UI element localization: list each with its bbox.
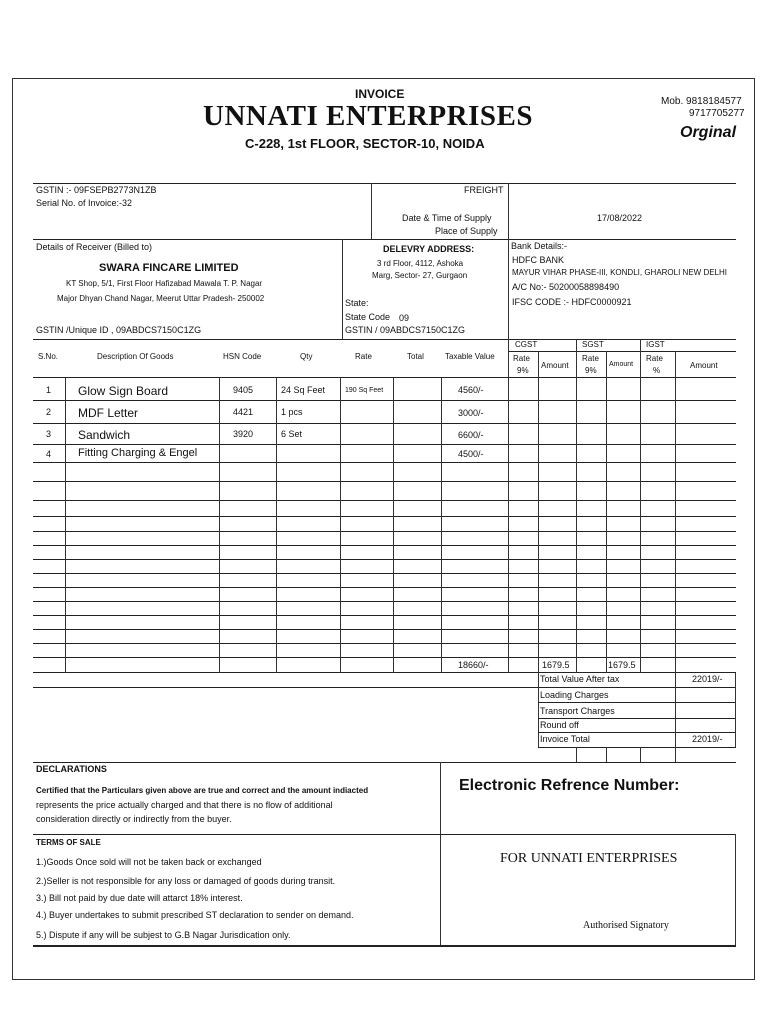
col-cgst-amount: Amount [541,361,569,370]
col-taxable-value: Taxable Value [445,352,495,361]
row-4-taxable: 4500/- [458,449,484,459]
copy-label: Orginal [680,124,737,141]
date-time-label: Date & Time of Supply [402,213,492,223]
col-sgst: SGST [582,340,604,349]
row-1-taxable: 4560/- [458,385,484,395]
receiver-address-2: Major Dhyan Chand Nagar, Meerut Uttar Pradesh- 250002 [57,294,265,303]
delivery-address-1: 3 rd Floor, 4112, Ashoka [377,259,464,268]
declarations-title: DECLARATIONS [36,764,107,774]
declaration-line-3: consideration directly or indirectly from the buyer. [36,814,232,824]
company-address: C-228, 1st FLOOR, SECTOR-10, NOIDA [245,136,485,151]
col-total: Total [407,352,424,361]
col-sgst-rate-value: 9% [585,366,597,375]
row-2-desc: MDF Letter [78,406,139,420]
col-igst-rate: Rate [646,354,663,363]
col-rate: Rate [355,352,372,361]
col-igst-amount: Amount [690,361,718,370]
row-1-sno: 1 [46,385,52,395]
total-taxable-value: 18660/- [458,660,489,670]
term-4: 4.) Buyer undertakes to submit prescribed ST declaration to sender on demand. [36,910,354,920]
row-1-hsn: 9405 [233,385,254,395]
col-sno: S.No. [38,352,59,361]
row-3-desc: Sandwich [78,428,131,442]
term-2: 2.)Seller is not responsible for any loss or damaged of goods during transit. [36,876,336,886]
authorised-signatory: Authorised Signatory [583,920,669,931]
bank-title: Bank Details:- [511,241,568,251]
row-3-hsn: 3920 [233,429,254,439]
transport-charges-label: Transport Charges [540,706,615,716]
row-1-qty: 24 Sq Feet [281,385,326,395]
col-cgst: CGST [515,340,538,349]
row-4-desc: Fitting Charging & Engel [78,447,198,459]
total-after-tax-value: 22019/- [692,674,723,684]
supply-date: 17/08/2022 [597,213,643,223]
col-description: Description Of Goods [97,352,174,361]
col-cgst-rate: Rate [513,354,530,363]
mobile-number: Mob. 9818184577 [661,96,742,107]
round-off-label: Round off [540,720,579,730]
freight-label: FREIGHT [464,185,504,195]
bank-name: HDFC BANK [512,255,565,265]
col-hsn: HSN Code [223,352,262,361]
term-3: 3.) Bill not paid by due date will attarct 18% interest. [36,893,243,903]
row-3-taxable: 6600/- [458,430,484,440]
seller-gstin: GSTIN :- 09FSEPB2773N1ZB [36,185,157,195]
row-3-qty: 6 Set [281,429,303,439]
receiver-address-1: KT Shop, 5/1, First Floor Hafizabad Mawala T. P. Nagar [66,279,263,288]
total-cgst-amount: 1679.5 [542,660,570,670]
delivery-gstin: GSTIN / 09ABDCS7150C1ZG [345,325,466,335]
loading-charges-label: Loading Charges [540,690,609,700]
invoice-total-label: Invoice Total [540,734,590,744]
col-qty: Qty [300,352,313,361]
receiver-title: Details of Receiver (Billed to) [36,242,153,252]
col-cgst-rate-value: 9% [517,366,529,375]
invoice-total-value: 22019/- [692,734,723,744]
invoice-serial: Serial No. of Invoice:-32 [36,198,133,208]
delivery-state-code: 09 [399,313,410,323]
total-after-tax-label: Total Value After tax [540,674,620,684]
term-1: 1.)Goods Once sold will not be taken back or exchanged [36,857,262,867]
row-2-sno: 2 [46,407,52,417]
row-1-rate: 190 Sq Feet [345,387,384,394]
col-igst: IGST [646,340,665,349]
bank-branch: MAYUR VIHAR PHASE-III, KONDLI, GHAROLI NEW DELHI [512,268,727,277]
electronic-reference-label: Electronic Refrence Number: [459,777,680,794]
delivery-state-code-label: State Code [345,312,391,322]
row-2-taxable: 3000/- [458,408,484,418]
row-4-sno: 4 [46,449,52,459]
invoice-border [12,78,755,980]
receiver-gstin: GSTIN /Unique ID , 09ABDCS7150C1ZG [36,325,202,335]
col-sgst-rate: Rate [582,354,599,363]
signature-company: FOR UNNATI ENTERPRISES [500,851,678,866]
doc-type: INVOICE [355,87,405,101]
row-2-qty: 1 pcs [281,407,303,417]
delivery-address-2: Marg, Sector- 27, Gurgaon [372,271,468,280]
receiver-name: SWARA FINCARE LIMITED [99,262,239,274]
bank-account: A/C No:- 50200058898490 [512,282,620,292]
col-sgst-amount: Amount [609,361,634,368]
company-name: UNNATI ENTERPRISES [203,100,533,132]
bank-ifsc: IFSC CODE :- HDFC0000921 [512,297,632,307]
delivery-state-label: State: [345,298,369,308]
mobile-number-2: 9717705277 [689,108,745,119]
delivery-title: DELEVRY ADDRESS: [383,244,475,254]
place-of-supply-label: Place of Supply [435,226,498,236]
term-5: 5.) Dispute if any will be subjest to G.B Nagar Jurisdication only. [36,930,291,940]
row-3-sno: 3 [46,429,52,439]
terms-title: TERMS OF SALE [36,838,101,847]
row-2-hsn: 4421 [233,407,254,417]
declaration-line-1: Certified that the Particulars given above are true and correct and the amount indiacted [36,786,369,795]
total-sgst-amount: 1679.5 [608,660,636,670]
declaration-line-2: represents the price actually charged and that there is no flow of additional [36,800,333,810]
col-igst-rate-value: % [653,366,661,375]
row-1-desc: Glow Sign Board [78,384,169,398]
